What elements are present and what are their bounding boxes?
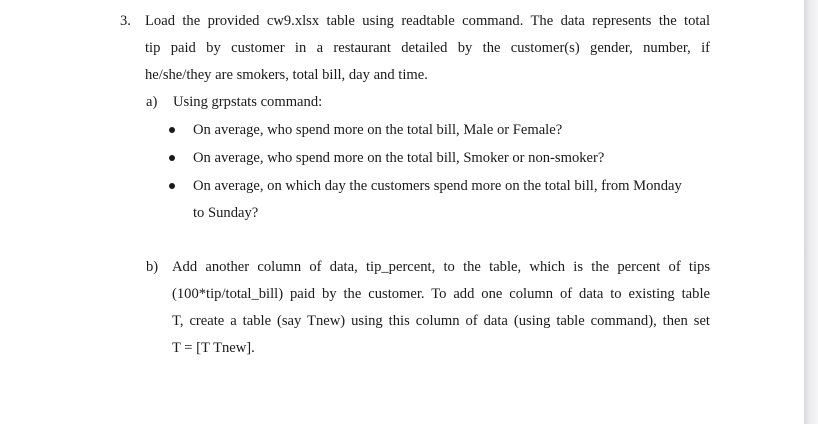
bullet-icon (169, 183, 175, 189)
question-text-line-3: he/she/they are smokers, total bill, day and time. (145, 67, 428, 83)
bullet-icon (169, 155, 175, 161)
part-a-text: Using grpstats command: (173, 94, 323, 110)
question-number: 3. (120, 13, 131, 29)
part-b-text-line-3: T, create a table (say Tnew) using this column of data (using table command), then set (172, 313, 710, 329)
part-b-text-line-1: Add another column of data, tip_percent, to the table, which is the percent of tips (172, 259, 710, 275)
page-edge-shadow (804, 0, 818, 424)
part-a-bullet-3: On average, on which day the customers spend more on the total bill, from Monday (193, 178, 682, 194)
question-text-line-2: tip paid by customer in a restaurant detailed by the customer(s) gender, number, if (145, 40, 710, 56)
part-b-text-line-2: (100*tip/total_bill) paid by the customer. To add one column of data to existing table (172, 286, 710, 302)
part-a-bullet-1: On average, who spend more on the total bill, Male or Female? (193, 122, 563, 138)
part-a-bullet-2: On average, who spend more on the total bill, Smoker or non-smoker? (193, 150, 605, 166)
bullet-icon (169, 127, 175, 133)
part-a-bullet-3-continued: to Sunday? (193, 205, 259, 221)
question-text-line-1: Load the provided cw9.xlsx table using readtable command. The data represents the total (145, 13, 710, 29)
part-a-label: a) (146, 94, 158, 110)
part-b-text-line-4: T = [T Tnew]. (172, 340, 255, 356)
part-b-label: b) (146, 259, 159, 275)
